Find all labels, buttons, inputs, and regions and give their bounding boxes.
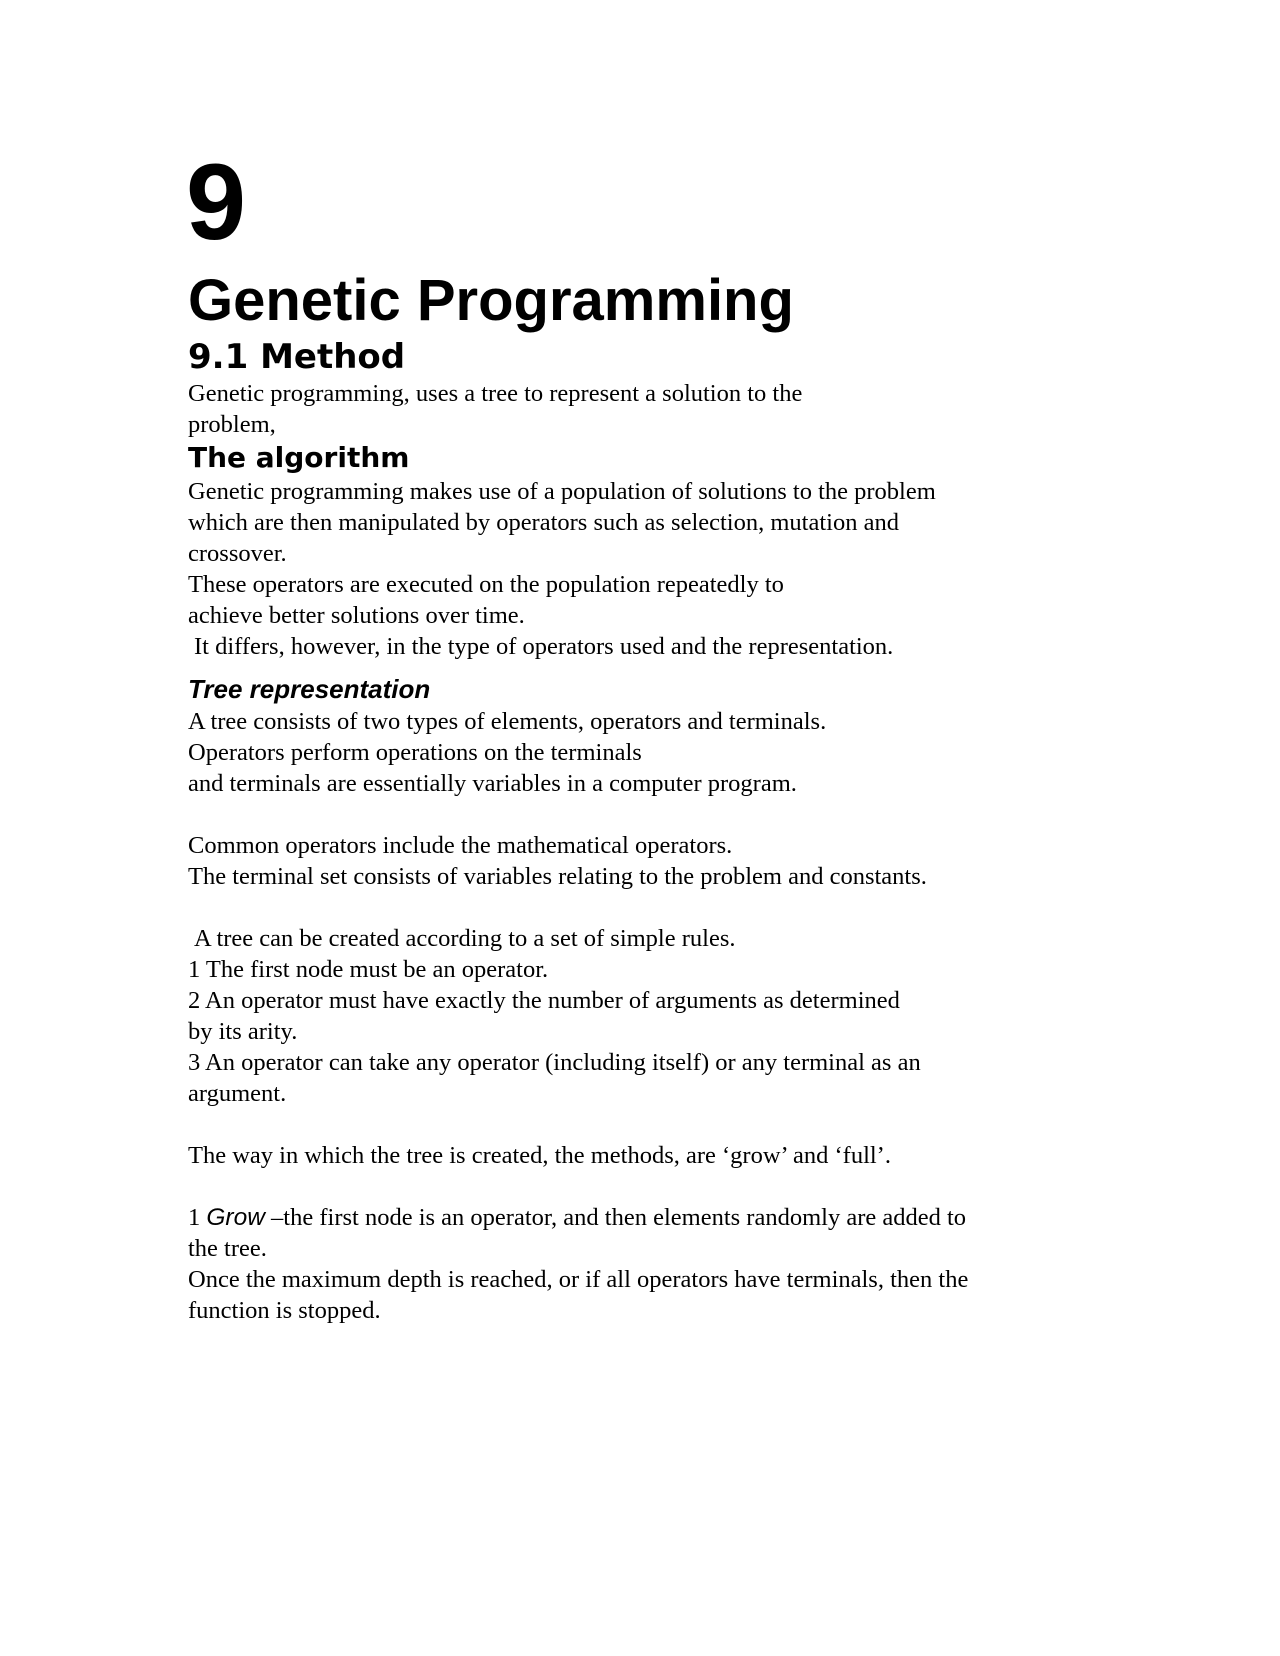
- text-fragment: –: [264, 1204, 284, 1231]
- document-body: [188, 378, 1088, 1326]
- tree-methods-paragraph: [188, 1140, 1088, 1171]
- text-line: function is stopped.: [188, 1297, 381, 1324]
- text-line: It differs, however, in the type of operators used and the representation.: [194, 633, 894, 660]
- rule-item: 2 An operator must have exactly the number of arguments as determined: [188, 987, 900, 1014]
- text-line: These operators are executed on the population repeatedly to: [188, 571, 784, 598]
- text-fragment: the first node is an operator, and then elements randomly are added to: [283, 1204, 967, 1231]
- text-line: Once the maximum depth is reached, or if all operators have terminals, then the: [188, 1266, 969, 1293]
- text-line: crossover.: [188, 540, 287, 567]
- text-fragment: 1: [188, 1204, 207, 1231]
- tree-rules-paragraph: [188, 923, 1088, 1109]
- text-line: by its arity.: [188, 1018, 298, 1045]
- text-line: Common operators include the mathematical operators.: [188, 832, 733, 859]
- rule-item: 3 An operator can take any operator (including itself) or any terminal as an: [188, 1049, 921, 1076]
- rule-item: 1 The first node must be an operator.: [188, 956, 549, 983]
- text-line: Genetic programming makes use of a population of solutions to the problem: [188, 478, 936, 505]
- grow-term: Grow: [206, 1204, 265, 1231]
- text-line: The terminal set consists of variables relating to the problem and constants.: [188, 863, 927, 890]
- chapter-number: 9: [186, 141, 247, 262]
- algorithm-heading: The algorithm: [188, 441, 410, 474]
- grow-method-first-line: [188, 1202, 1088, 1233]
- text-line: Genetic programming, uses a tree to represent a solution to the: [188, 380, 803, 407]
- text-line: A tree can be created according to a set of simple rules.: [194, 925, 736, 952]
- algorithm-paragraph: [188, 476, 1088, 662]
- text-line: argument.: [188, 1080, 287, 1107]
- text-line: A tree consists of two types of elements, operators and terminals.: [188, 708, 827, 735]
- text-line: problem,: [188, 411, 276, 438]
- tree-operators-paragraph: [188, 830, 1088, 892]
- text-line: achieve better solutions over time.: [188, 602, 525, 629]
- tree-elements-paragraph: [188, 706, 1088, 799]
- text-line: Operators perform operations on the terminals: [188, 739, 642, 766]
- section-intro: [188, 378, 1088, 440]
- section-title: 9.1 Method: [188, 337, 406, 377]
- chapter-title: Genetic Programming: [188, 268, 794, 333]
- tree-representation-heading: Tree representation: [188, 674, 431, 704]
- text-line: The way in which the tree is created, the methods, are ‘grow’ and ‘full’.: [188, 1142, 891, 1169]
- text-line: which are then manipulated by operators such as selection, mutation and: [188, 509, 899, 536]
- text-line: the tree.: [188, 1235, 267, 1262]
- text-line: and terminals are essentially variables in a computer program.: [188, 770, 797, 797]
- grow-method-paragraph: [188, 1202, 1088, 1326]
